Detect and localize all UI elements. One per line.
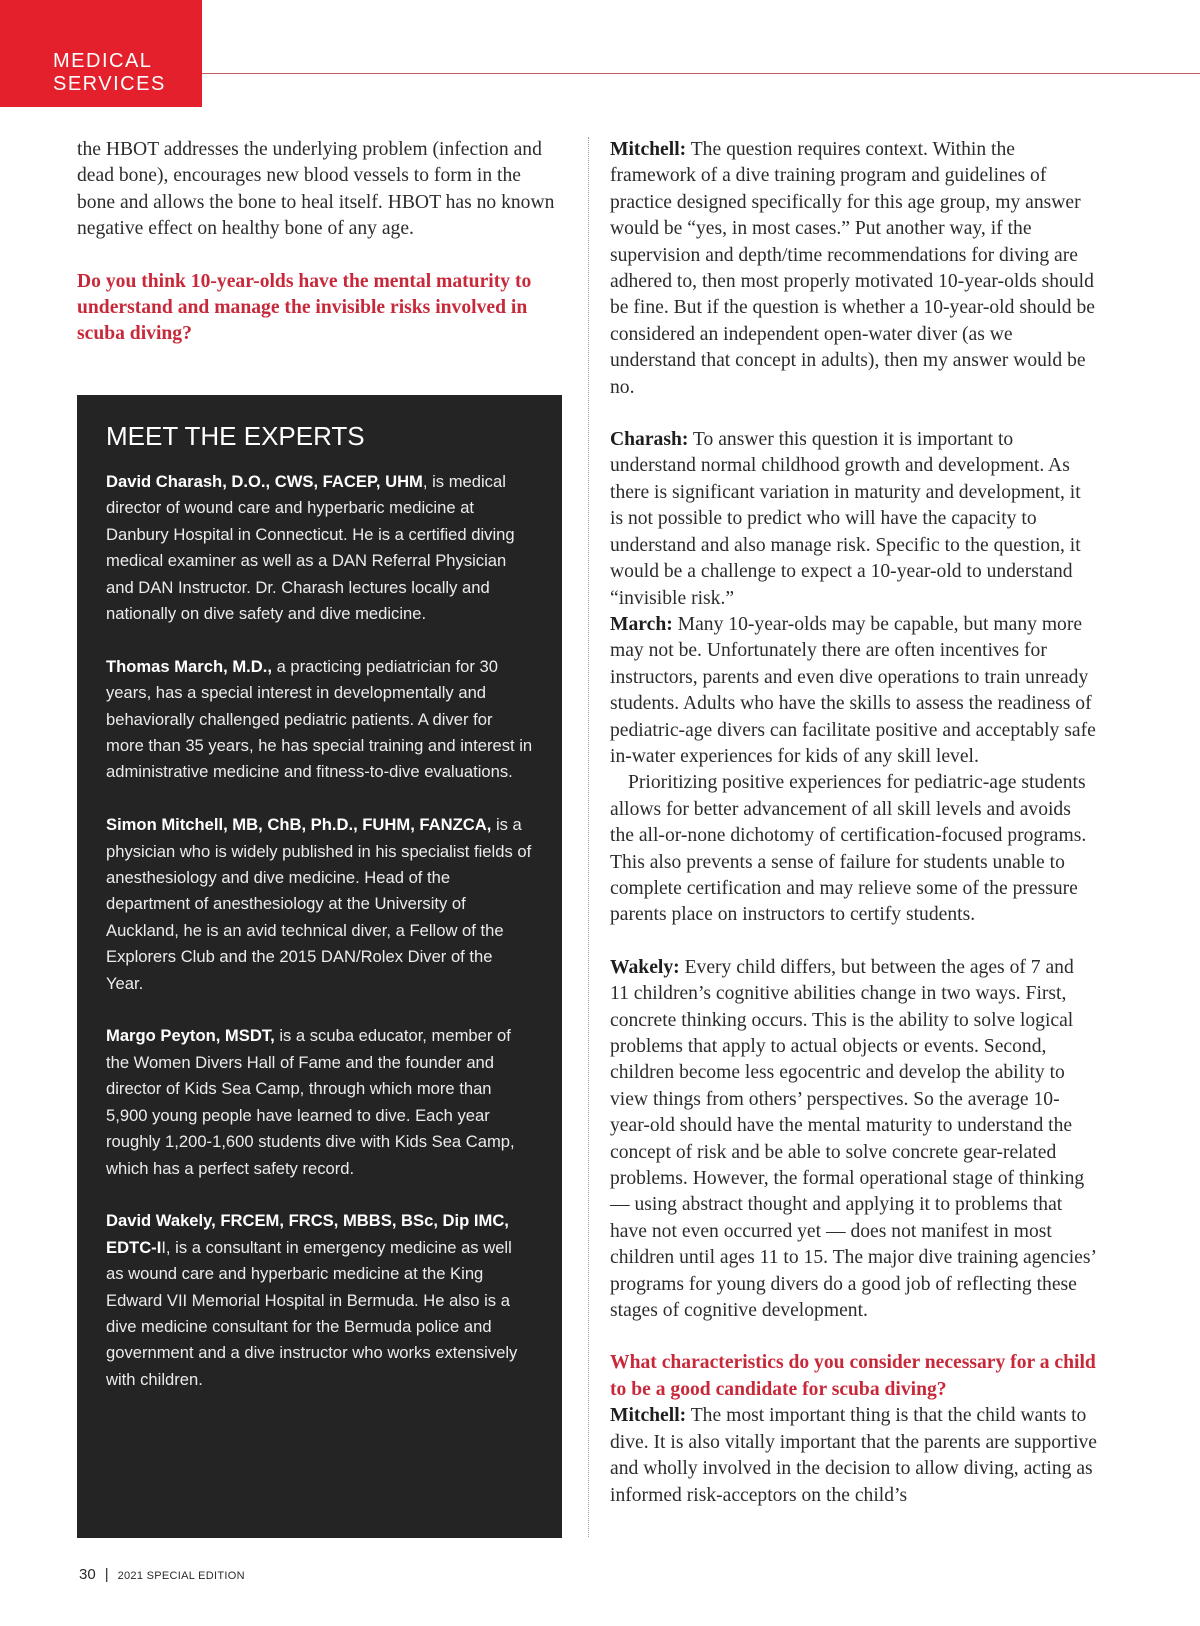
expert-bio [106,1208,533,1393]
answer-text: Many 10-year-olds may be capable, but many more may not be. Unfortunately there are often incentives for instructors, parents and even dive operations to train unready students. Adults who have the skills to assess the readiness of pediatric-age divers can facilitate positive and acceptably safe in-water experiences for kids of any skill level. [610,613,1096,767]
answer-text: The question requires context. Within the framework of a dive training program and guidelines of practice designed specifically for this age group, my answer would be “yes, in most cases.” Put another way, if the supervision and depth/time recommendations for diving are adhered to, then most properly motivated 10-year-olds should be fine. But if the question is whether a 10-year-old should be considered an independent open-water diver (as we understand that concept in adults), then my answer would be no. [610,139,1095,398]
answer-paragraph: Prioritizing positive experiences for pediatric-age students allows for better advancement of all skill levels and avoids the all-or-none dichotomy of certification-focused programs. This also prevents a sense of failure for students unable to complete certification and may relieve some of the pressure parents place on instructors to certify students. [610,772,1087,926]
speaker-name: Mitchell: [610,139,687,160]
intro-paragraph: the HBOT addresses the underlying problem (infection and dead bone), encourages new blood vessels to form in the bone and allows the bone to heal itself. HBOT has no known negative effect on healthy bone of any age. [77,139,555,240]
speaker-name: Wakely: [610,956,680,978]
expert-bio-text: a practicing pediatrician for 30 years, has a special interest in developmentally and behaviorally challenged pediatric patients. A diver for more than 35 years, he has special training and interest in administrative medicine and fitness-to-dive evaluations. [106,656,533,782]
expert-name: David Charash, D.O., CWS, FACEP, UHM [106,472,423,491]
speaker-name: Charash: [610,429,689,451]
experts-title: MEET THE EXPERTS [106,421,365,451]
question-heading: What characteristics do you consider necessary for a child to be a good candidate for scuba diving? [610,1352,1096,1400]
column-divider [588,137,589,1537]
publication-name: 2021 SPECIAL EDITION [117,1570,245,1582]
expert-name: Simon Mitchell, MB, ChB, Ph.D., FUHM, FANZCA, [106,815,492,835]
expert-bio [106,812,533,997]
expert-bio-text: I, is a consultant in emergency medicine as well as wound care and hyperbaric medicine at the King Edward VII Memorial Hospital in Bermuda. He also is a dive medicine consultant for the Bermuda police and government and a dive instructor who works extensively with children. [106,1237,518,1389]
section-label-line1: MEDICAL [53,50,153,72]
answer-text: The most important thing is that the child wants to dive. It is also vitally important that the parents are supportive and wholly involved in the decision to allow diving, acting as informed risk-acceptors on the child’s [610,1405,1098,1506]
expert-bio-text: is a scuba educator, member of the Women Divers Hall of Fame and the founder and director of Kids Sea Camp, through which more than 5,900 young people have learned to dive. Each year roughly 1,200-1,600 students dive with Kids Sea Camp, which has a perfect safety record. [106,1026,515,1178]
page-number: 30 [79,1566,96,1583]
expert-name: David Wakely, FRCEM, FRCS, MBBS, BSc, Dip IMC, EDTC-I [106,1211,509,1257]
expert-bio-text: , is medical director of wound care and hyperbaric medicine at Danbury Hospital in Connecticut. He is a certified diving medical examiner as well as a DAN Referral Physician and DAN Instructor. Dr. Charash lectures locally and nationally on dive safety and dive medicine. [106,472,515,624]
right-column [610,137,1097,1509]
answer-paragraph [610,427,1097,612]
answer-text: Every child differs, but between the ages of 7 and 11 children’s cognitive abilities change in two ways. First, concrete thinking occurs. This is the ability to solve logical problems that apply to actual objects or events. Second, children become less egocentric and develop the ability to view things from others’ perspectives. So the average 10-year-old should have the mental maturity to understand the concept of risk and be able to solve concrete gear-related problems. However, the formal operational stage of thinking — using abstract thought and applying it to problems that have not even occurred yet — does not manifest in most children until ages 11 to 15. The major dive training agencies’ programs for young divers do a good job of reflecting these stages of cognitive development. [610,956,1096,1322]
answer-paragraph [610,1403,1097,1509]
expert-bio [106,469,533,627]
left-column [77,137,562,348]
section-label-line2: SERVICES [53,73,166,95]
answer-paragraph [610,955,1097,1325]
header-rule [202,73,1200,74]
meet-the-experts-box [77,395,562,1538]
speaker-name: March: [610,613,673,635]
expert-bio [106,1023,533,1181]
footer-separator: | [104,1566,109,1583]
expert-bio-text: is a physician who is widely published in his specialist fields of anesthesiology and dive medicine. Head of the department of anesthesiology at the University of Auckland, he is an avid technical diver, a Fellow of the Explorers Club and the 2015 DAN/Rolex Diver of the Year. [106,815,532,993]
expert-name: Margo Peyton, MSDT, [106,1026,275,1046]
section-tab [0,0,202,107]
question-heading: Do you think 10-year-olds have the mental maturity to understand and manage the invisible risks involved in scuba diving? [77,270,532,345]
expert-bio [106,654,533,786]
page-footer [79,1566,245,1584]
answer-paragraph [610,137,1097,401]
answer-paragraph [610,612,1097,770]
expert-name: Thomas March, M.D., [106,656,272,676]
answer-text: To answer this question it is important to understand normal childhood growth and development. As there is significant variation in maturity and development, it is not possible to predict who will have the capacity to understand and also manage risk. Specific to the question, it would be a challenge to expect a 10-year-old to understand “invisible risk.” [610,429,1081,609]
speaker-name: Mitchell: [610,1405,687,1427]
